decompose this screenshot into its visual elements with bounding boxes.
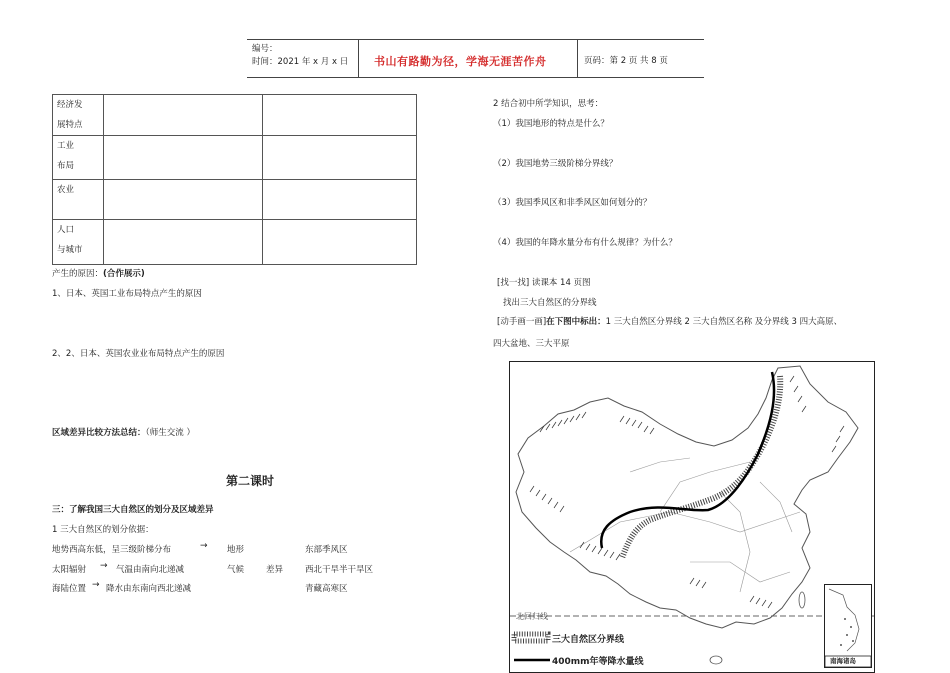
inset-drawing (825, 585, 871, 667)
page-header (247, 39, 704, 78)
row-label: 农业 (53, 180, 104, 220)
row-label: 人口 与城市 (53, 220, 104, 265)
table-cell[interactable] (263, 220, 417, 265)
basis-row-2-climate: 气候 (227, 565, 245, 575)
think-question: （1）我国地形的特点是什么？ (493, 119, 609, 129)
time-label: 时间：2021 年 x 月 x 日 (252, 57, 349, 67)
table-cell[interactable] (104, 136, 263, 180)
basis-row-3-effect: 降水由东南向西北递减 (106, 584, 192, 594)
basis-row-1-cause: 地势西高东低，呈三级阶梯分布 (52, 545, 172, 555)
legend-boundary-label: 三大自然区分界线 (552, 635, 625, 645)
header-divider (358, 40, 359, 77)
section-heading: 三：了解我国三大自然区的划分及区域差异 (52, 505, 214, 515)
map-drawing (510, 362, 874, 672)
basis-row-2-region: 西北干旱半干旱区 (305, 565, 374, 575)
table-row (53, 180, 417, 220)
basis-line: 1 三大自然区的划分依据： (52, 525, 154, 535)
basis-row-2-cause: 太阳辐射 (52, 565, 87, 575)
reason-heading: 产生的原因：(合作展示) (52, 269, 145, 279)
header-divider (577, 40, 578, 77)
table-cell[interactable] (104, 220, 263, 265)
question-1: 1、日本、英国工业布局特点产生的原因 (52, 289, 202, 299)
table-row (53, 220, 417, 265)
think-question: （4）我国的年降水量分布有什么规律？为什么？ (493, 238, 677, 248)
table-cell[interactable] (263, 180, 417, 220)
basis-row-3-region: 青藏高寒区 (305, 584, 348, 594)
arrow-icon: → (92, 580, 100, 590)
page-number: 页码：第 2 页 共 8 页 (584, 56, 668, 66)
comparison-table (52, 94, 417, 265)
basis-row-1-effect: 地形 (227, 545, 245, 555)
mountain-hatching (530, 376, 844, 608)
draw-line-2: 四大盆地、三大平原 (493, 339, 570, 349)
find-line-1: [找一找] 读课本 14 页图 (497, 278, 591, 288)
header-motto: 书山有路勤为径，学海无涯苦作舟 (374, 55, 547, 68)
draw-line-1: [动手画一画]在下图中标出：1 三大自然区分界线 2 三大自然区名称 及分界线 3 四大高原、 (497, 317, 843, 327)
inset-label: 南海诸岛 (830, 657, 856, 665)
think-intro: 2 结合初中所学知识，思考： (493, 99, 604, 109)
taiwan-island (799, 592, 805, 608)
think-question: （2）我国地势三级阶梯分界线？ (493, 159, 618, 169)
think-question: （3）我国季风区和非季风区如何划分的？ (493, 198, 652, 208)
province-lines (570, 458, 800, 592)
south-china-sea-inset (824, 584, 872, 668)
basis-row-2-diff: 差异 (266, 565, 284, 575)
hainan-island (710, 656, 722, 664)
lesson-title: 第二课时 (226, 474, 275, 488)
number-label: 编号： (252, 44, 278, 54)
legend-boundary-swatch (514, 634, 548, 641)
basis-row-1-region: 东部季风区 (305, 545, 348, 555)
question-2: 2、2、日本、英国农业业布局特点产生的原因 (52, 349, 225, 359)
arrow-icon: → (100, 561, 108, 571)
basis-row-3-cause: 海陆位置 (52, 584, 87, 594)
country-outline (516, 366, 858, 628)
find-line-2: 找出三大自然区的分界线 (503, 298, 597, 308)
row-label: 工业 布局 (53, 136, 104, 180)
table-cell[interactable] (263, 136, 417, 180)
legend-isohyet-label: 400mm年等降水量线 (552, 657, 644, 667)
table-cell[interactable] (263, 95, 417, 136)
table-cell[interactable] (104, 95, 263, 136)
header-meta (252, 43, 348, 69)
basis-row-2-effect: 气温由南向北递减 (116, 565, 185, 575)
tropic-label: 北回归线 (516, 612, 548, 621)
row-label: 经济发 展特点 (53, 95, 104, 136)
table-row (53, 95, 417, 136)
summary-line: 区域差异比较方法总结：（师生交流 ） (52, 428, 195, 438)
table-cell[interactable] (104, 180, 263, 220)
arrow-icon: → (200, 541, 208, 551)
china-map (509, 361, 875, 673)
table-row (53, 136, 417, 180)
isohyet-400mm-line (601, 372, 774, 548)
